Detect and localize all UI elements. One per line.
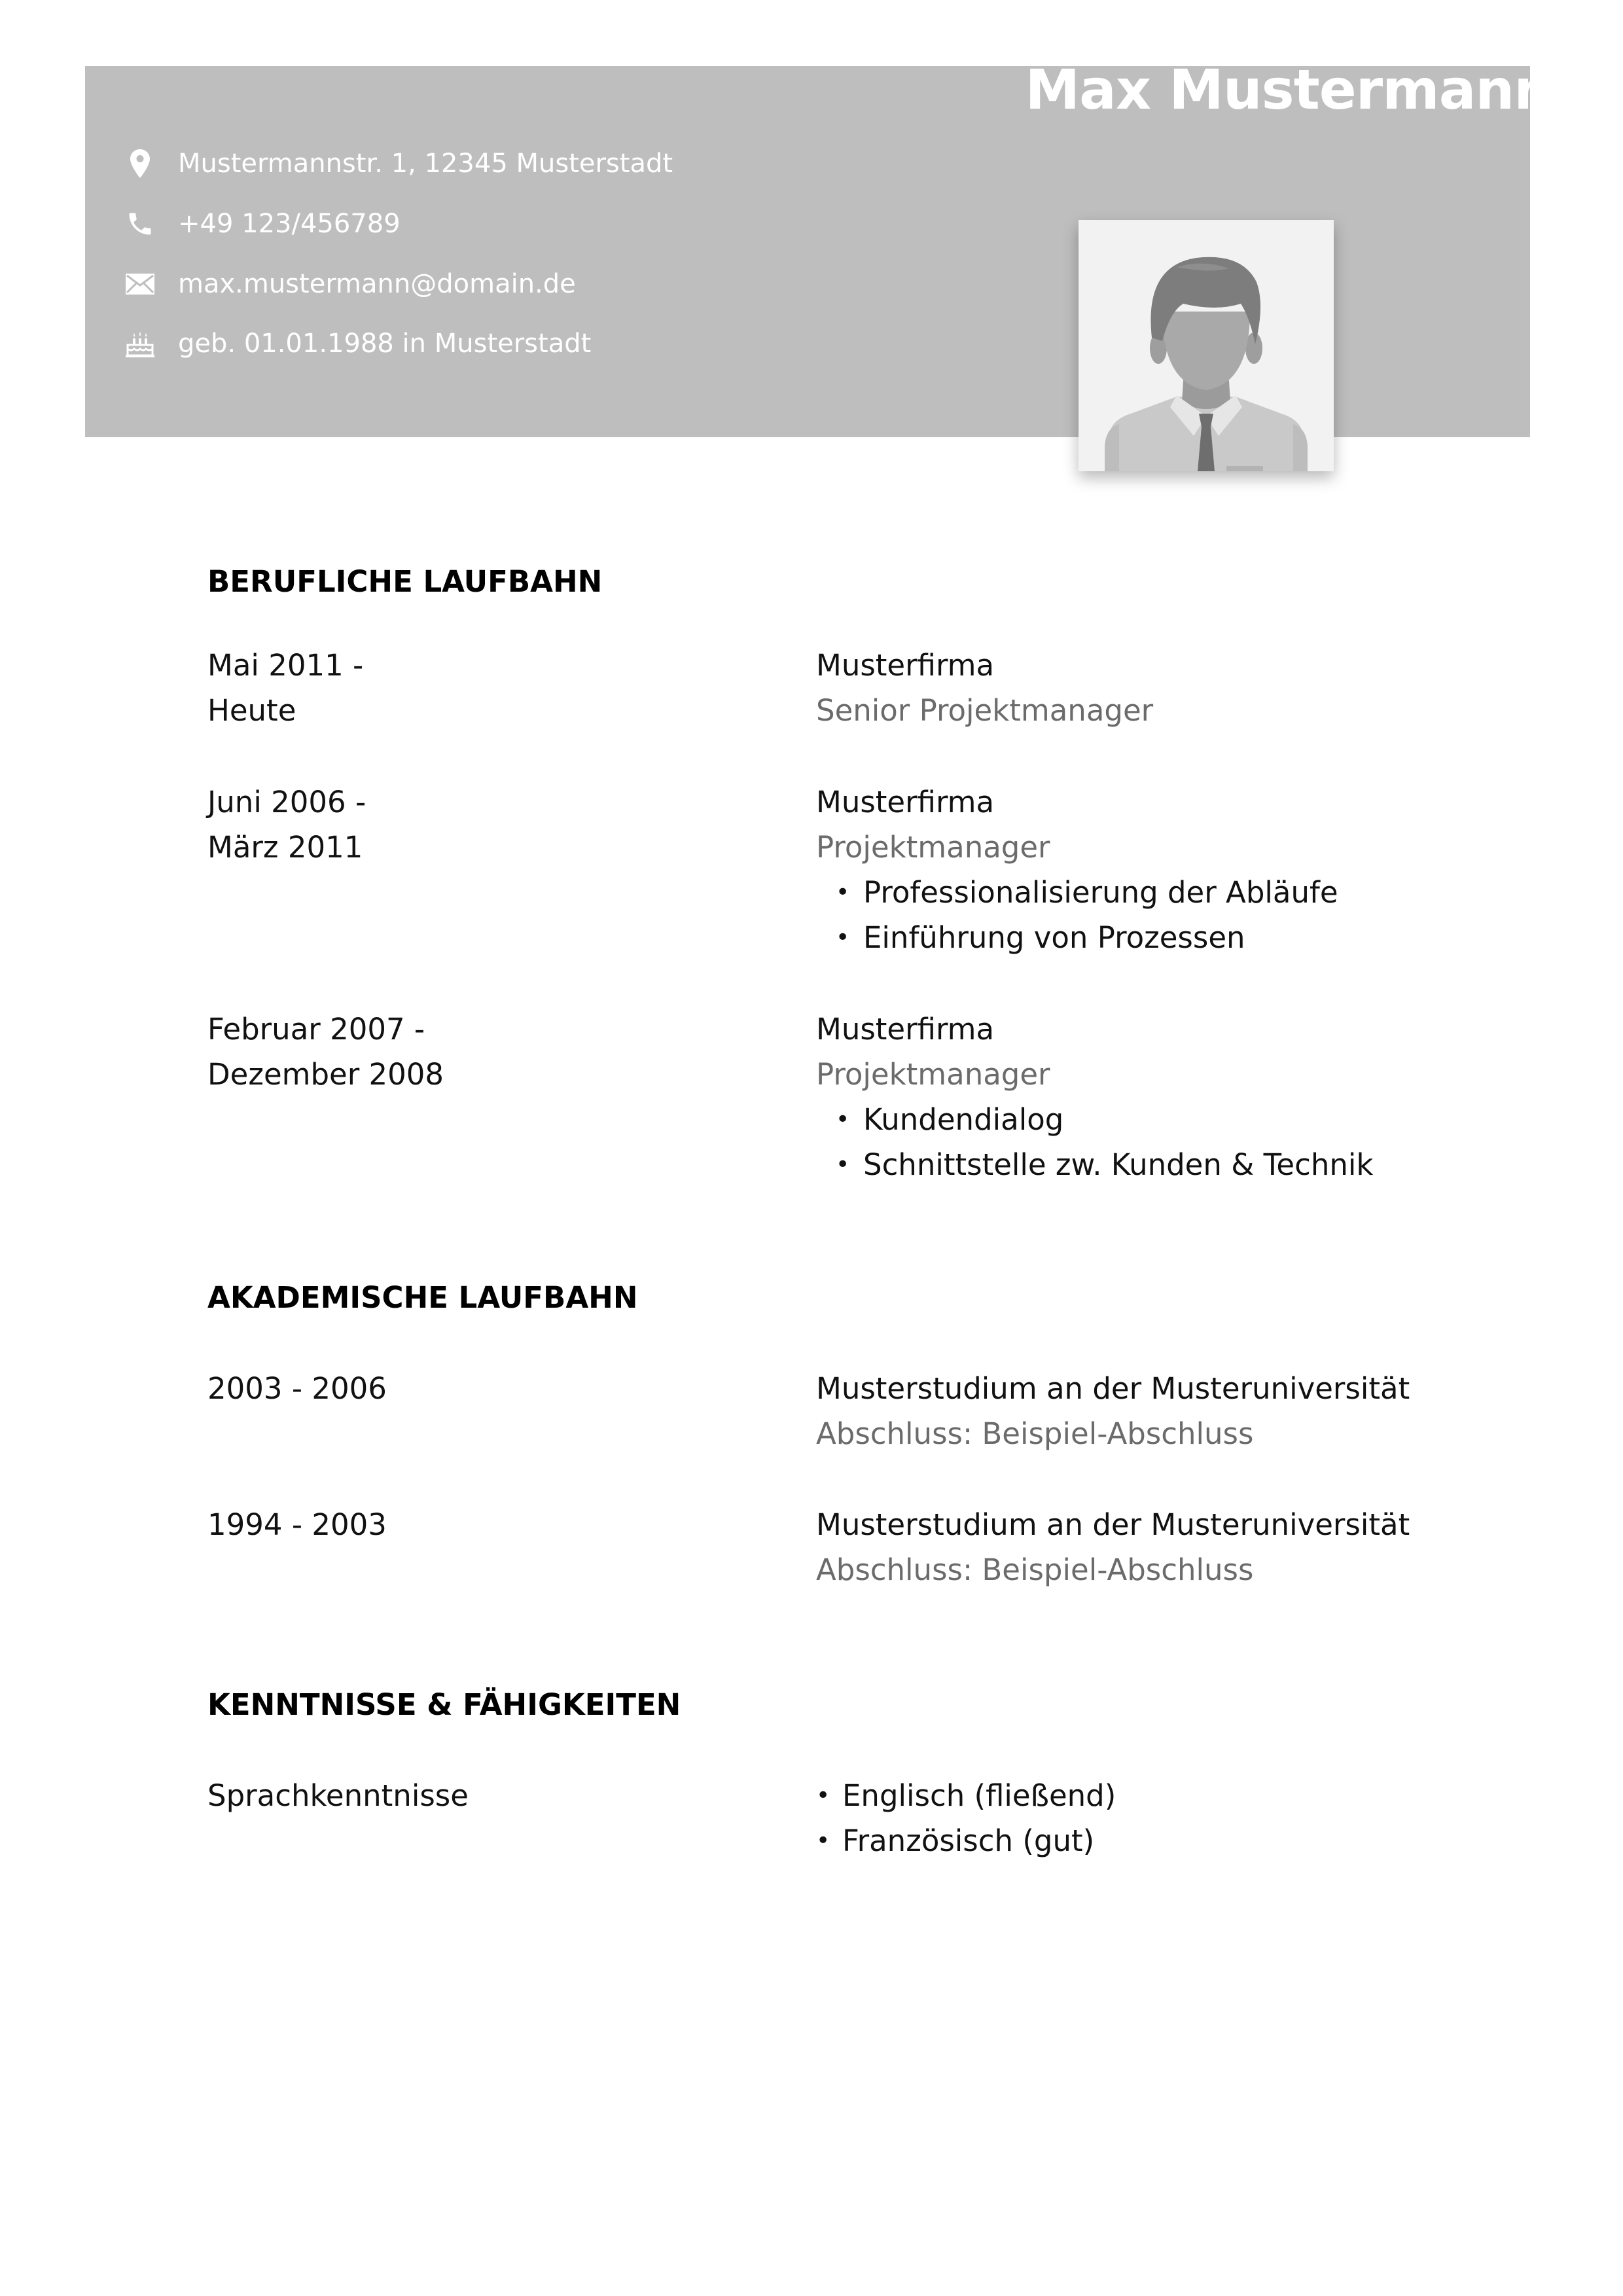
education-section-title: AKADEMISCHE LAUFBAHN [207, 1280, 638, 1315]
profile-photo [1079, 220, 1334, 471]
date-to: Dezember 2008 [207, 1057, 444, 1092]
contact-address-text: Mustermannstr. 1, 12345 Musterstadt [178, 149, 673, 179]
education-detail [816, 1502, 1410, 1592]
date-from: Juni 2006 - [207, 785, 366, 819]
date-from: Mai 2011 - [207, 648, 364, 683]
education-dates: 1994 - 2003 [207, 1507, 387, 1542]
birthday-cake-icon [123, 327, 157, 361]
language-item: • Englisch (fließend) [816, 1773, 1116, 1818]
date-to: März 2011 [207, 830, 363, 865]
company-name: Musterfirma [816, 785, 995, 819]
skills-detail [816, 1773, 1116, 1863]
career-detail [816, 643, 1153, 733]
degree: Abschluss: Beispiel-Abschluss [816, 1416, 1254, 1451]
education-dates: 2003 - 2006 [207, 1371, 387, 1406]
career-detail [816, 780, 1338, 960]
location-pin-icon [123, 147, 157, 181]
study-program: Musterstudium an der Musteruniversität [816, 1507, 1410, 1542]
job-position: Senior Projektmanager [816, 693, 1154, 728]
language-list [816, 1773, 1116, 1863]
contact-phone [123, 201, 401, 247]
contact-email-text: max.mustermann@domain.de [178, 269, 576, 299]
date-from: Februar 2007 - [207, 1012, 425, 1047]
task-item: • Kundendialog [816, 1097, 1373, 1142]
contact-phone-text: +49 123/456789 [178, 209, 401, 239]
task-list [816, 1097, 1373, 1187]
career-dates [207, 780, 366, 870]
person-name: Max Mustermann [1025, 58, 1552, 122]
degree: Abschluss: Beispiel-Abschluss [816, 1552, 1254, 1587]
skills-section-title: KENNTNISSE & FÄHIGKEITEN [207, 1687, 681, 1722]
avatar-placeholder-icon [1079, 220, 1334, 471]
contact-birth-text: geb. 01.01.1988 in Musterstadt [178, 329, 592, 359]
phone-icon [123, 207, 157, 241]
task-list [816, 870, 1338, 960]
contact-email [123, 261, 576, 307]
envelope-icon [123, 267, 157, 301]
task-item: • Professionalisierung der Abläufe [816, 870, 1338, 915]
date-to: Heute [207, 693, 296, 728]
job-position: Projektmanager [816, 830, 1050, 865]
language-item: • Französisch (gut) [816, 1818, 1116, 1863]
career-detail [816, 1007, 1373, 1187]
study-program: Musterstudium an der Musteruniversität [816, 1371, 1410, 1406]
education-detail [816, 1366, 1410, 1456]
task-item: • Schnittstelle zw. Kunden & Technik [816, 1142, 1373, 1187]
career-dates [207, 643, 363, 733]
career-dates [207, 1007, 444, 1097]
job-position: Projektmanager [816, 1057, 1050, 1092]
task-item: • Einführung von Prozessen [816, 915, 1338, 960]
career-section-title: BERUFLICHE LAUFBAHN [207, 564, 603, 599]
company-name: Musterfirma [816, 648, 995, 683]
company-name: Musterfirma [816, 1012, 995, 1047]
skills-label: Sprachkenntnisse [207, 1778, 469, 1813]
contact-birth [123, 321, 591, 367]
contact-address [123, 141, 673, 187]
